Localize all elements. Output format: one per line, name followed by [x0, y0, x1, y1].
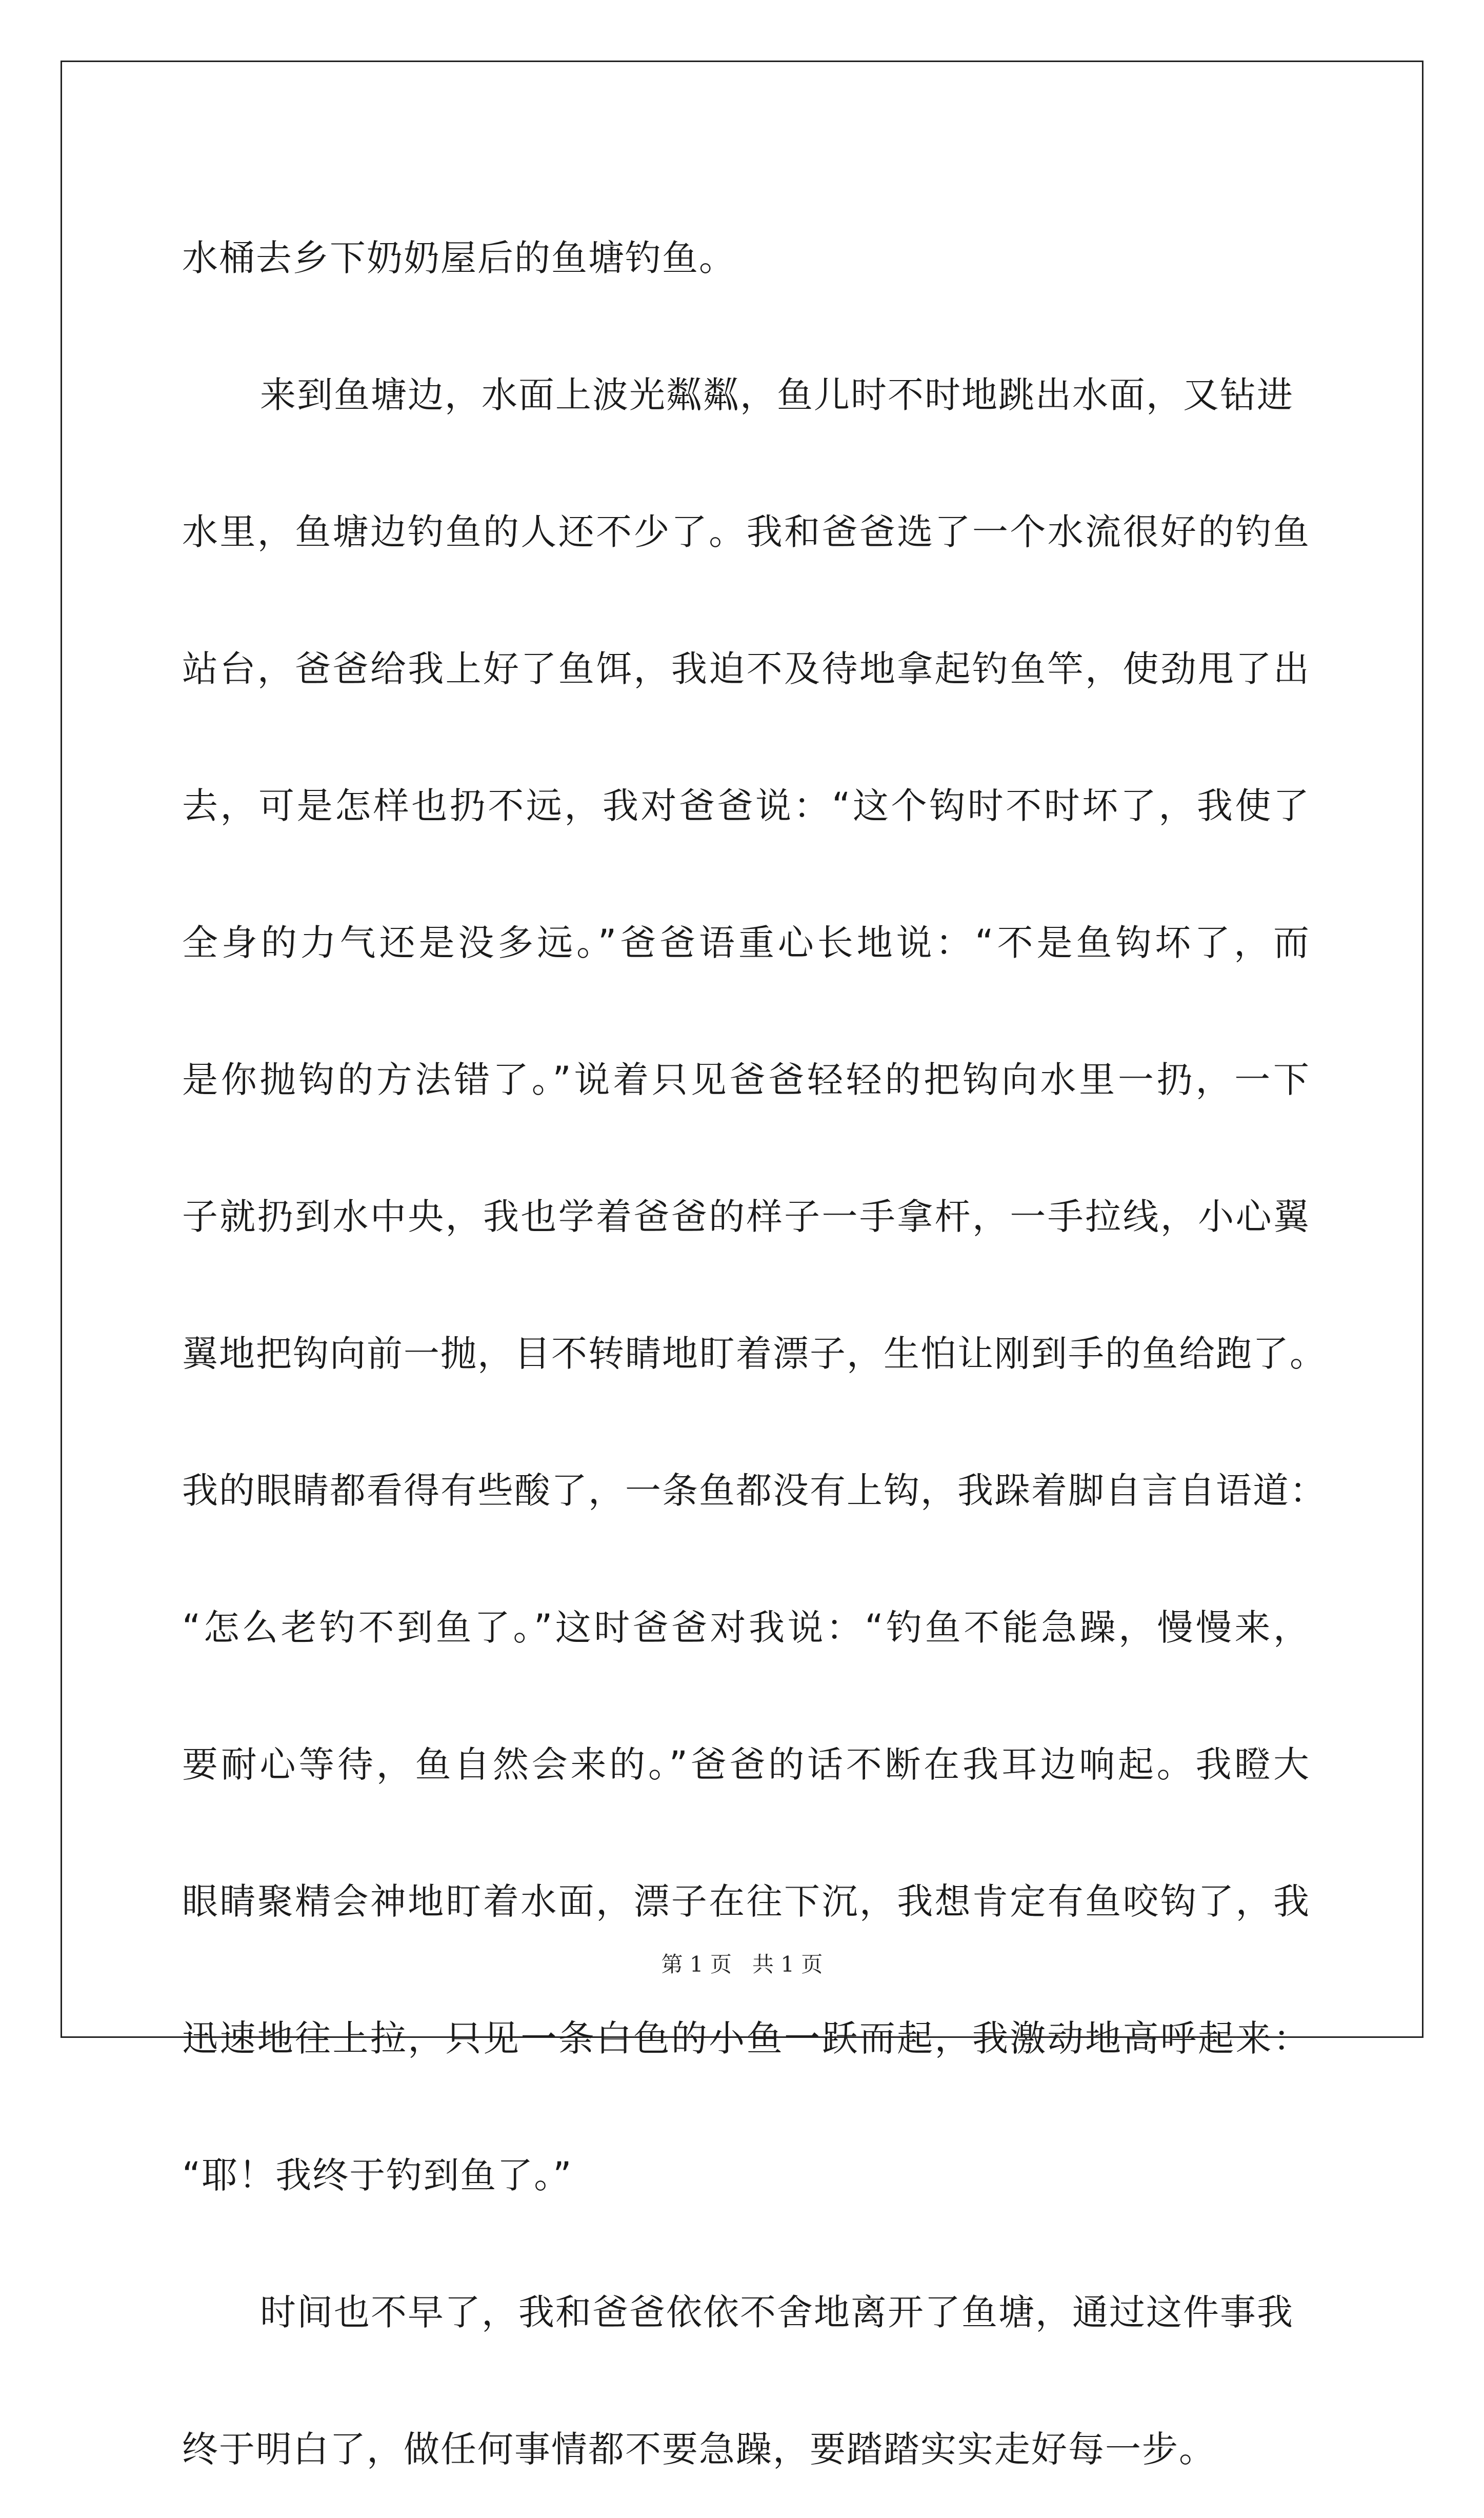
text-line: 子就扔到水中央，我也学着爸爸的样子一手拿杆，一手拉线，小心翼 — [182, 1196, 1310, 1238]
page-total: 共 1 页 — [752, 1952, 823, 1977]
text-line: 全身的力气还是没多远。”爸爸语重心长地说：“不是鱼钩坏了，而 — [182, 922, 1310, 964]
page-number: 第 1 页 — [661, 1952, 732, 1977]
page-footer — [0, 1949, 1484, 1980]
text-line: 眼睛聚精会神地盯着水面，漂子在往下沉，我想肯定有鱼咬钩了，我 — [182, 1880, 1310, 1922]
paragraph-first-line: 时间也不早了，我和爸爸依依不舍地离开了鱼塘，通过这件事我 — [260, 2291, 1294, 2333]
text-line: 要耐心等待，鱼自然会来的。”爸爸的话不断在我耳边响起。我瞪大 — [182, 1743, 1310, 1786]
text-line: 去，可是怎样也扔不远，我对爸爸说：“这个钩时不时坏了，我使了 — [182, 785, 1310, 827]
paragraph-first-line: 来到鱼塘边，水面上波光粼粼，鱼儿时不时地跳出水面，又钻进 — [260, 374, 1294, 416]
text-line: 我的眼睛都看得有些酸了，一条鱼都没有上钩，我跺着脚自言自语道： — [182, 1470, 1327, 1512]
text-line: 水桶去乡下奶奶屋后的鱼塘钓鱼。 — [182, 237, 736, 279]
text-line: 是你抛钩的方法错了。”说着只见爸爸轻轻的把钩向水里一扔，一下 — [182, 1059, 1310, 1101]
text-line: 水里，鱼塘边钓鱼的人还不少了。我和爸爸选了一个水流很好的钓鱼 — [182, 511, 1310, 553]
text-line: 站台，爸爸给我上好了鱼饵，我迫不及待地拿起钓鱼竿，使劲甩了出 — [182, 648, 1310, 690]
text-line: 终于明白了，做任何事情都不要急躁，要踏踏实实走好每一步。 — [182, 2428, 1216, 2470]
text-line: 翼地把钩向前一抛，目不转睛地盯着漂子，生怕让刚到手的鱼给跑了。 — [182, 1333, 1327, 1375]
text-line: “怎么老钓不到鱼了。”这时爸爸对我说：“钓鱼不能急躁，慢慢来， — [182, 1607, 1310, 1649]
text-line: “耶！我终于钓到鱼了。” — [182, 2154, 573, 2196]
text-line: 迅速地往上拉，只见一条白色的小鱼一跃而起，我激动地高呼起来： — [182, 2017, 1310, 2059]
document-body — [182, 190, 1327, 2518]
